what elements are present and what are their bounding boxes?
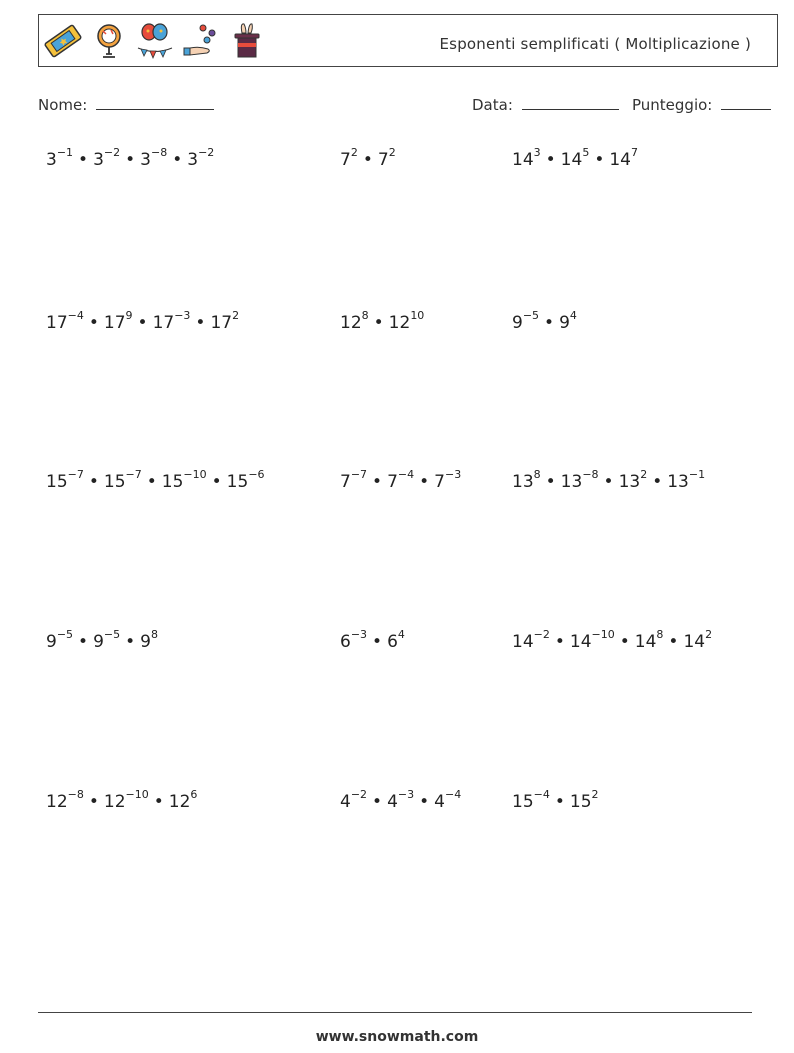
problem-2 <box>340 148 396 170</box>
base: 12 <box>388 312 411 333</box>
base: 7 <box>377 149 389 170</box>
problem-3 <box>512 148 638 170</box>
power-term <box>387 788 415 812</box>
exponent: −5 <box>103 628 121 641</box>
base: 14 <box>512 631 534 652</box>
power-term <box>187 146 215 170</box>
problem-10 <box>46 630 158 652</box>
date-field[interactable] <box>472 95 619 114</box>
name-field[interactable] <box>38 95 214 114</box>
base: 14 <box>512 149 534 170</box>
power-term <box>46 309 84 333</box>
power-term <box>140 628 158 652</box>
problem-15 <box>512 790 599 812</box>
power-term <box>46 468 84 492</box>
multiply-operator: • <box>172 149 183 170</box>
magic-hat-icon <box>227 21 267 61</box>
exponent: −7 <box>125 468 142 481</box>
problem-1 <box>46 148 214 170</box>
exponent: −6 <box>248 468 265 481</box>
power-term <box>46 146 74 170</box>
power-term <box>103 309 133 333</box>
exponent: 5 <box>582 146 590 159</box>
power-term <box>634 628 664 652</box>
problem-7 <box>46 470 265 492</box>
base: 13 <box>560 471 583 492</box>
balloons-icon <box>135 21 175 61</box>
base: 15 <box>46 471 68 492</box>
exponent: −3 <box>444 468 462 481</box>
base: 6 <box>340 631 351 652</box>
multiply-operator: • <box>544 312 555 333</box>
multiply-operator: • <box>88 791 99 812</box>
exponent: 2 <box>705 628 713 641</box>
date-blank[interactable] <box>522 95 619 110</box>
base: 14 <box>560 149 583 170</box>
exponent: −4 <box>533 788 550 801</box>
power-term <box>210 309 240 333</box>
power-term <box>226 468 265 492</box>
base: 9 <box>140 631 151 652</box>
multiply-operator: • <box>594 149 605 170</box>
base: 3 <box>187 149 199 170</box>
exponent: −2 <box>350 788 368 801</box>
base: 12 <box>103 791 126 812</box>
multiply-operator: • <box>419 471 430 492</box>
problem-11 <box>340 630 405 652</box>
multiply-operator: • <box>545 149 556 170</box>
multiply-operator: • <box>146 471 157 492</box>
exponent: 8 <box>656 628 664 641</box>
exponent: −3 <box>174 309 191 322</box>
base: 12 <box>46 791 68 812</box>
problem-9 <box>512 470 705 492</box>
base: 14 <box>569 631 592 652</box>
power-term <box>340 146 358 170</box>
exponent: −8 <box>582 468 599 481</box>
multiply-operator: • <box>78 631 89 652</box>
problem-12 <box>512 630 712 652</box>
power-term <box>46 788 84 812</box>
exponent: −10 <box>591 628 615 641</box>
exponent: −7 <box>67 468 84 481</box>
problem-6 <box>512 311 577 333</box>
exponent: −2 <box>533 628 550 641</box>
base: 7 <box>434 471 445 492</box>
multiply-operator: • <box>125 631 136 652</box>
ticket-icon <box>43 21 83 61</box>
problem-13 <box>46 790 197 812</box>
exponent: 7 <box>630 146 638 159</box>
score-blank[interactable] <box>721 95 771 110</box>
multiply-operator: • <box>419 791 430 812</box>
base: 7 <box>387 471 398 492</box>
base: 12 <box>340 312 362 333</box>
footer-divider <box>38 1012 752 1013</box>
power-term <box>512 146 541 170</box>
power-term <box>512 468 541 492</box>
power-term <box>618 468 648 492</box>
base: 15 <box>161 471 184 492</box>
exponent: −2 <box>198 146 215 159</box>
exponent: 4 <box>569 309 577 322</box>
power-term <box>103 788 149 812</box>
exponent: −4 <box>67 309 84 322</box>
power-term <box>560 146 590 170</box>
multiply-operator: • <box>137 312 148 333</box>
multiply-operator: • <box>153 791 164 812</box>
exponent: 2 <box>388 146 396 159</box>
exponent: −5 <box>56 628 74 641</box>
power-term <box>340 309 369 333</box>
problem-8 <box>340 470 461 492</box>
mirror-icon <box>89 21 129 61</box>
name-blank[interactable] <box>96 95 214 110</box>
power-term <box>93 146 121 170</box>
multiply-operator: • <box>372 631 383 652</box>
exponent: 6 <box>190 788 198 801</box>
exponent: −1 <box>56 146 74 159</box>
base: 9 <box>559 312 570 333</box>
power-term <box>161 468 207 492</box>
exponent: 2 <box>591 788 599 801</box>
power-term <box>569 788 599 812</box>
power-term <box>434 788 462 812</box>
multiply-operator: • <box>372 471 383 492</box>
power-term <box>168 788 198 812</box>
power-term <box>559 309 577 333</box>
exponent: 8 <box>361 309 369 322</box>
power-term <box>46 628 74 652</box>
multiply-operator: • <box>373 312 384 333</box>
exponent: 2 <box>232 309 240 322</box>
multiply-operator: • <box>88 471 99 492</box>
base: 14 <box>609 149 631 170</box>
base: 14 <box>683 631 706 652</box>
score-label: Punteggio: <box>632 96 713 114</box>
exponent: −5 <box>522 309 540 322</box>
base: 12 <box>168 791 191 812</box>
exponent: 4 <box>397 628 405 641</box>
power-term <box>140 146 168 170</box>
base: 9 <box>46 631 57 652</box>
exponent: 2 <box>640 468 648 481</box>
multiply-operator: • <box>603 471 614 492</box>
power-term <box>377 146 396 170</box>
base: 15 <box>226 471 249 492</box>
exponent: −10 <box>125 788 149 801</box>
score-field[interactable] <box>632 95 771 114</box>
power-term <box>569 628 615 652</box>
base: 3 <box>46 149 57 170</box>
exponent: −3 <box>350 628 368 641</box>
power-term <box>152 309 191 333</box>
problem-4 <box>46 311 239 333</box>
multiply-operator: • <box>652 471 663 492</box>
multiply-operator: • <box>619 631 630 652</box>
base: 15 <box>103 471 126 492</box>
power-term <box>103 468 142 492</box>
base: 17 <box>46 312 68 333</box>
power-term <box>340 468 368 492</box>
power-term <box>560 468 599 492</box>
multiply-operator: • <box>668 631 679 652</box>
exponent: −10 <box>183 468 207 481</box>
base: 4 <box>340 791 351 812</box>
exponent: 3 <box>533 146 541 159</box>
power-term <box>434 468 462 492</box>
multiply-operator: • <box>362 149 373 170</box>
footer-url: www.snowmath.com <box>315 1029 479 1045</box>
juggling-hand-icon <box>181 21 221 61</box>
exponent: 9 <box>125 309 133 322</box>
multiply-operator: • <box>125 149 136 170</box>
header-icons <box>43 21 267 61</box>
power-term <box>683 628 713 652</box>
multiply-operator: • <box>545 471 556 492</box>
multiply-operator: • <box>195 312 206 333</box>
worksheet-header <box>38 14 778 67</box>
base: 7 <box>340 471 351 492</box>
power-term <box>388 309 425 333</box>
exponent: −8 <box>67 788 84 801</box>
exponent: −3 <box>397 788 415 801</box>
base: 3 <box>93 149 104 170</box>
base: 4 <box>387 791 398 812</box>
multiply-operator: • <box>372 791 383 812</box>
exponent: 8 <box>533 468 541 481</box>
base: 15 <box>569 791 592 812</box>
power-term <box>609 146 638 170</box>
base: 4 <box>434 791 445 812</box>
power-term <box>512 628 550 652</box>
exponent: −4 <box>444 788 462 801</box>
base: 17 <box>210 312 233 333</box>
base: 13 <box>667 471 689 492</box>
base: 7 <box>340 149 351 170</box>
base: 17 <box>103 312 126 333</box>
name-label: Nome: <box>38 96 88 114</box>
base: 3 <box>140 149 151 170</box>
power-term <box>340 788 368 812</box>
base: 17 <box>152 312 175 333</box>
base: 9 <box>93 631 104 652</box>
base: 14 <box>634 631 657 652</box>
base: 6 <box>387 631 398 652</box>
exponent: −4 <box>397 468 415 481</box>
base: 13 <box>618 471 641 492</box>
multiply-operator: • <box>78 149 89 170</box>
exponent: 2 <box>350 146 358 159</box>
power-term <box>667 468 706 492</box>
exponent: 8 <box>150 628 158 641</box>
multiply-operator: • <box>211 471 222 492</box>
base: 15 <box>512 791 534 812</box>
exponent: −2 <box>103 146 121 159</box>
multiply-operator: • <box>88 312 99 333</box>
exponent: −7 <box>350 468 368 481</box>
base: 9 <box>512 312 523 333</box>
exponent: −1 <box>688 468 706 481</box>
worksheet-title: Esponenti semplificati ( Moltiplicazione ) <box>439 35 751 53</box>
power-term <box>387 628 405 652</box>
power-term <box>340 628 368 652</box>
power-term <box>387 468 415 492</box>
multiply-operator: • <box>554 631 565 652</box>
exponent: −8 <box>150 146 168 159</box>
multiply-operator: • <box>554 791 565 812</box>
problem-5 <box>340 311 424 333</box>
power-term <box>512 309 540 333</box>
problem-14 <box>340 790 461 812</box>
date-label: Data: <box>472 96 513 114</box>
power-term <box>512 788 550 812</box>
power-term <box>93 628 121 652</box>
exponent: 10 <box>410 309 425 322</box>
base: 13 <box>512 471 534 492</box>
